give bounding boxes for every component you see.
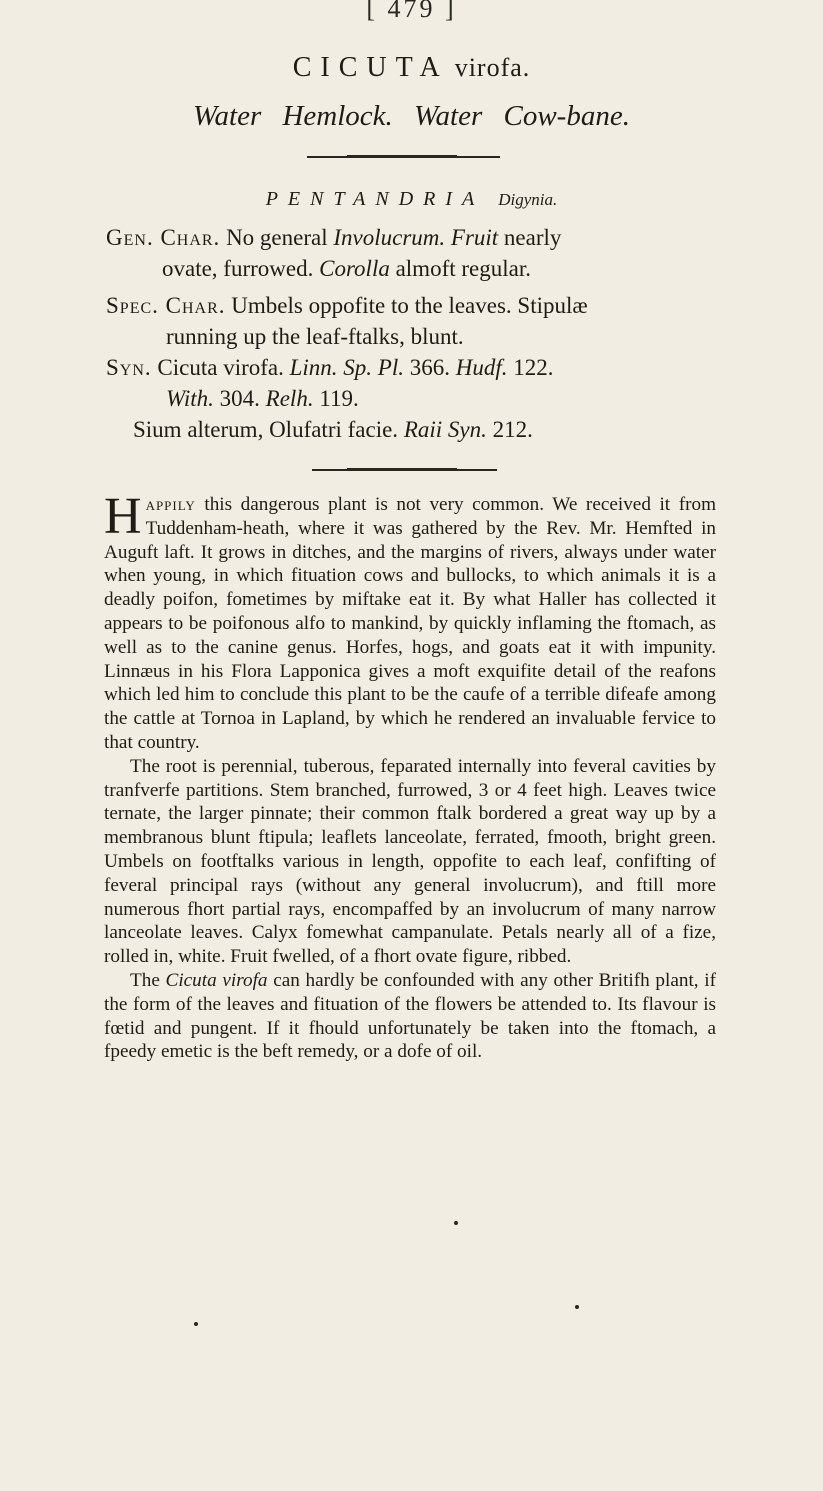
syn-reference: Raii Syn. bbox=[403, 417, 487, 442]
synonym-line bbox=[133, 414, 733, 445]
ink-speck bbox=[194, 1322, 198, 1326]
syn-reference: Linn. Sp. Pl. bbox=[289, 355, 404, 380]
syn-text: 122. bbox=[507, 355, 554, 380]
gen-char-label: Gen. Char. bbox=[106, 225, 221, 250]
paragraph bbox=[104, 488, 717, 755]
generic-character bbox=[106, 222, 721, 284]
paragraph-text: The bbox=[130, 969, 166, 991]
syn-text: 119. bbox=[313, 386, 359, 411]
order-name: Digynia. bbox=[498, 190, 558, 209]
page-title bbox=[0, 52, 823, 84]
drop-cap: H bbox=[104, 488, 142, 545]
paragraph-text: can hardly be confounded with any other Britifh plant, if the form of the leaves and fituation of the flowers be attended to. Its flavour is fœtid and pungent. If it fhould unfortunately be taken into the ftomach, a fpeedy emetic is the beft remedy, or a dofe of oil. bbox=[104, 969, 716, 1063]
syn-reference: Relh. bbox=[265, 386, 314, 411]
paragraph-text: this dangerous plant is not very common. We received it from Tuddenham-heath, where it was gathered by the Rev. Mr. Hemfted in Auguft laft. It grows in ditches, and the margins of rivers, always under water when young, in which fituation cows and bullocks, to which animals it is a deadly poifon, fometimes by miftake eat it. By what Haller has collected it appears to be poifonous alfo to mankind, by quickly inflaming the ftomach, as well as to the canine genus. Horfes, hogs, and goats eat it with impunity. Linnæus in his Flora Lapponica gives a moft exquifite detail of the reafons which led him to conclude this plant to be the caufe of a terrible difeafe among the cattle at Tornoa in Lapland, by which he rendered an invaluable fervice to that country. bbox=[104, 494, 717, 753]
gen-char-text: No general bbox=[226, 225, 334, 250]
page-number: [ 479 ] bbox=[366, 0, 457, 23]
description-text bbox=[104, 488, 717, 1064]
paragraph: The root is perennial, tuberous, feparated internally into feveral cavities by tranfverfe partitions. Stem branched, furrowed, 3 or 4 feet high. Leaves twice ternate, the larger pinnate; their common ftalk bordered a great way up by a membranous blunt ftipula; leaflets lanceolate, ferrated, fmooth, bright green. Umbels on footftalks various in length, oppofite to each leaf, confifting of feveral principal rays (without any general involucrum), and ftill more numerous fhort partial rays, encompaffed by an involucrum of many narrow lanceolate leaves. Calyx fomewhat campanulate. Petals nearly all of a fize, rolled in, white. Fruit fwelled, of a fhort ovate figure, ribbed. bbox=[104, 755, 716, 968]
genus-name: CICUTA bbox=[292, 52, 449, 83]
gen-char-term: Involucrum. bbox=[333, 225, 446, 250]
gen-char-term: Corolla bbox=[319, 256, 390, 281]
syn-text: 366. bbox=[404, 355, 456, 380]
species-reference: Cicuta virofa bbox=[165, 969, 268, 991]
title-divider bbox=[307, 156, 500, 158]
paragraph bbox=[104, 969, 716, 1064]
syn-text: 212. bbox=[486, 417, 533, 442]
gen-char-text: almoft regular. bbox=[389, 256, 531, 281]
syn-reference: Hudf. bbox=[455, 355, 508, 380]
gen-char-text: nearly bbox=[498, 225, 562, 250]
species-name: virofa. bbox=[454, 53, 531, 82]
ink-speck bbox=[575, 1305, 579, 1309]
ink-speck bbox=[454, 1221, 458, 1225]
spec-char-label: Spec. Char. bbox=[106, 293, 226, 318]
gen-char-term: Fruit bbox=[450, 225, 499, 250]
syn-text: Sium alterum, Olufatri facie. bbox=[133, 417, 404, 442]
spec-char-text: Umbels oppofite to the leaves. Stipulæ bbox=[231, 293, 588, 318]
synonyms bbox=[106, 352, 721, 414]
class-name: PENTANDRIA bbox=[265, 188, 485, 210]
specific-character bbox=[106, 290, 721, 352]
syn-text: Cicuta virofa. bbox=[157, 355, 290, 380]
classification bbox=[0, 188, 823, 211]
syn-text: 304. bbox=[213, 386, 266, 411]
syn-reference: With. bbox=[166, 386, 214, 411]
common-names: Water Hemlock. Water Cow-bane. bbox=[193, 100, 630, 132]
syn-label: Syn. bbox=[106, 355, 152, 380]
section-divider bbox=[312, 469, 497, 471]
opening-word: appily bbox=[145, 494, 196, 515]
gen-char-text: ovate, furrowed. bbox=[162, 256, 320, 281]
spec-char-text: running up the leaf-ftalks, blunt. bbox=[166, 324, 464, 349]
